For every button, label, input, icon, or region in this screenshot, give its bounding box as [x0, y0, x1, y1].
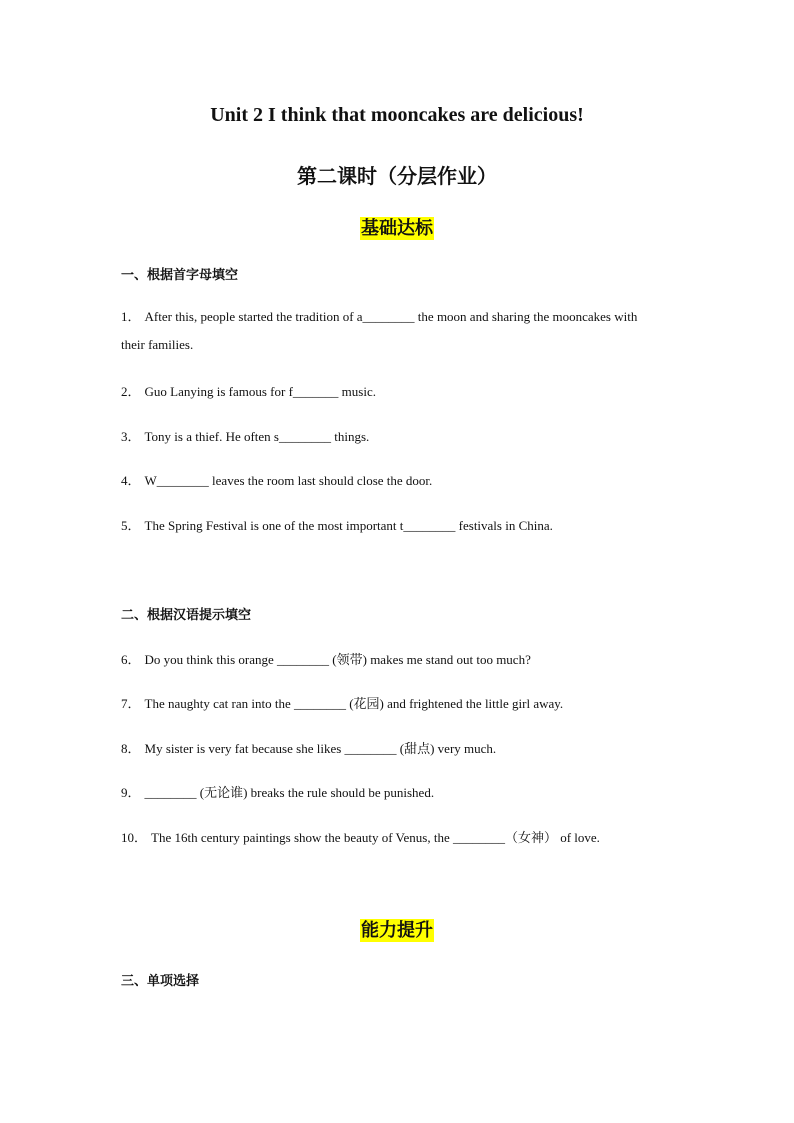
question-1-continuation: their families. [121, 337, 194, 352]
question-number: 1． [121, 309, 141, 324]
question-text: Guo Lanying is famous for f_______ music. [144, 384, 376, 399]
level-heading-advanced [0, 916, 794, 942]
question-number: 6． [121, 652, 141, 667]
question-text: After this, people started the tradition of a________ the moon and sharing the mooncakes with [144, 309, 638, 324]
question-number: 9． [121, 785, 141, 800]
question-1 [121, 306, 681, 325]
question-3 [121, 426, 681, 445]
level-heading-advanced-label: 能力提升 [361, 920, 433, 941]
section-heading-3: 三、单项选择 [121, 974, 200, 989]
question-text: The 16th century paintings show the beauty of Venus, the ________（女神） of love. [151, 830, 600, 845]
question-number: 10． [121, 830, 148, 845]
question-text: ________ (无论谁) breaks the rule should be punished. [144, 785, 435, 800]
page-subtitle: 第二课时（分层作业） [297, 164, 497, 188]
page-title: Unit 2 I think that mooncakes are delicious! [210, 104, 584, 126]
level-heading-basic [0, 214, 794, 240]
question-text: Tony is a thief. He often s________ things. [144, 429, 370, 444]
question-number: 7． [121, 696, 141, 711]
question-text: The Spring Festival is one of the most important t________ festivals in China. [144, 518, 553, 533]
question-number: 3． [121, 429, 141, 444]
question-number: 4． [121, 473, 141, 488]
question-8 [121, 738, 681, 757]
question-text: The naughty cat ran into the ________ (花园) and frightened the little girl away. [144, 696, 564, 711]
question-5 [121, 515, 681, 534]
question-number: 2． [121, 384, 141, 399]
question-6 [121, 649, 681, 668]
question-text: Do you think this orange ________ (领带) makes me stand out too much? [144, 652, 531, 667]
question-number: 5． [121, 518, 141, 533]
level-heading-basic-label: 基础达标 [361, 218, 433, 239]
question-2 [121, 381, 681, 400]
section-heading-2: 二、根据汉语提示填空 [121, 608, 252, 623]
question-text: My sister is very fat because she likes ________ (甜点) very much. [144, 741, 497, 756]
question-4 [121, 470, 681, 489]
section-heading-1: 一、根据首字母填空 [121, 268, 239, 283]
question-7 [121, 693, 681, 712]
question-number: 8． [121, 741, 141, 756]
question-text: W________ leaves the room last should close the door. [144, 473, 433, 488]
question-10 [121, 827, 681, 846]
question-9 [121, 782, 681, 801]
